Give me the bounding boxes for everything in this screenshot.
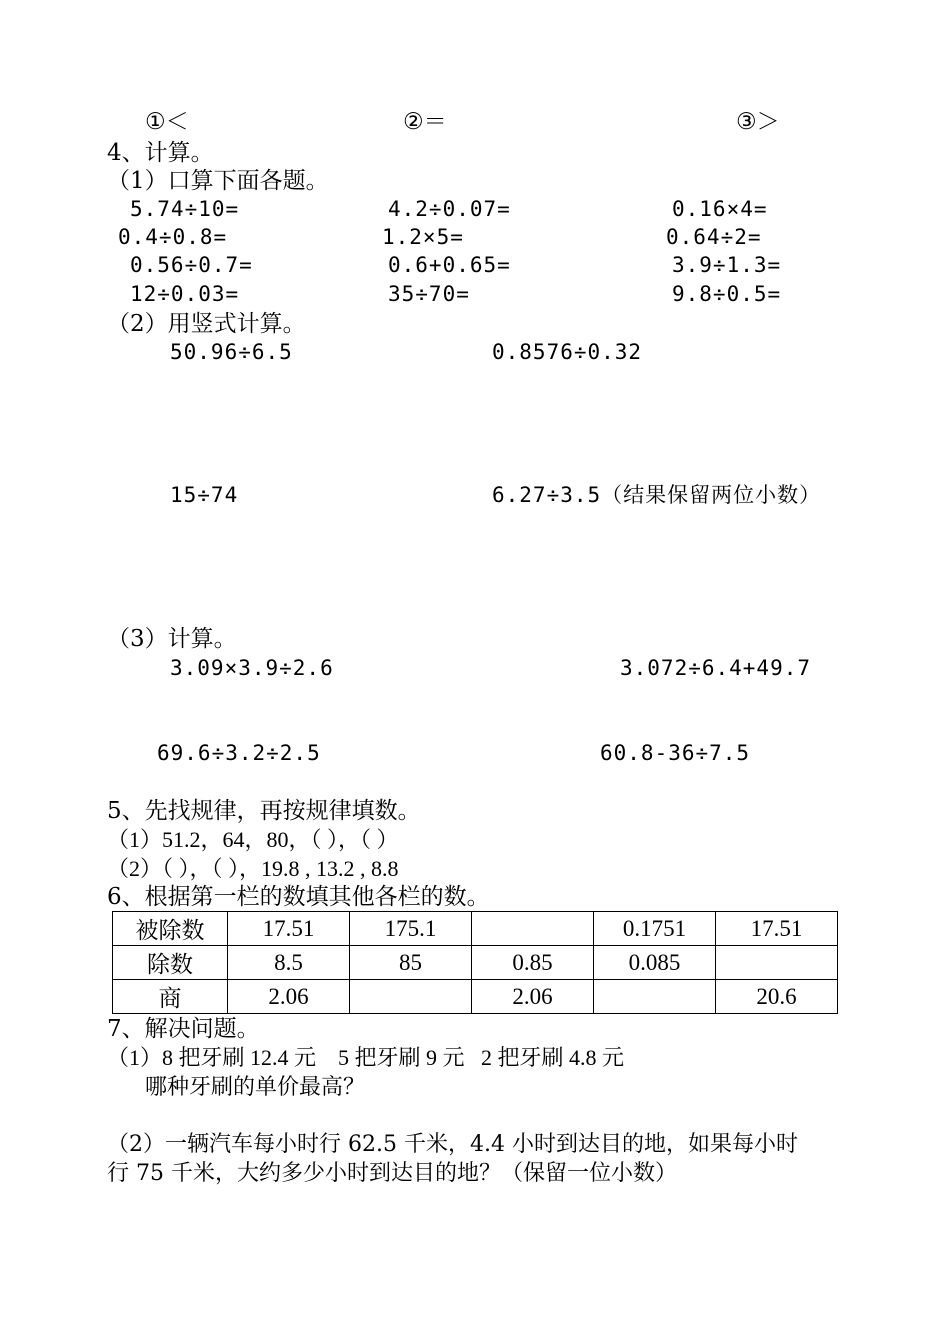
oral-item: 35÷70= — [388, 282, 470, 306]
table-row — [113, 980, 838, 1014]
sequence-line-1: （1）51.2，64，80，（ ），（ ） — [107, 827, 399, 852]
calc-item: 3.072÷6.4+49.7 — [620, 656, 812, 680]
oral-item: 12÷0.03= — [130, 282, 240, 306]
oral-item: 0.64÷2= — [666, 225, 762, 249]
table-cell — [594, 980, 716, 1014]
oral-item: 1.2×5= — [382, 225, 464, 249]
row-header: 除数 — [113, 946, 228, 980]
oral-item: 0.4÷0.8= — [118, 225, 228, 249]
q7-problem2-line2: 行 75 千米，大约多少小时到达目的地？（保留一位小数） — [107, 1161, 677, 1186]
oral-item: 0.16×4= — [672, 197, 768, 221]
oral-item: 3.9÷1.3= — [672, 253, 782, 277]
q4-part2-title: （2）用竖式计算。 — [107, 311, 306, 337]
option-less-than: ①＜ — [145, 109, 189, 135]
q4-part3-title: （3）计算。 — [107, 626, 237, 652]
q7-problem2-line1: （2）一辆汽车每小时行 62.5 千米，4.4 小时到达目的地，如果每小时 — [107, 1132, 798, 1157]
q7-problem1-line1: （1）8 把牙刷 12.4 元 5 把牙刷 9 元 2 把牙刷 4.8 元 — [107, 1045, 625, 1070]
table-cell: 175.1 — [350, 912, 472, 946]
table-cell: 17.51 — [716, 912, 838, 946]
row-header: 被除数 — [113, 912, 228, 946]
q4-heading: 4、计算。 — [107, 140, 214, 166]
table-cell: 0.1751 — [594, 912, 716, 946]
table-row — [113, 946, 838, 980]
q4-part1-title: （1）口算下面各题。 — [107, 168, 329, 194]
vertical-calc-item: 6.27÷3.5（结果保留两位小数） — [492, 483, 822, 507]
option-greater-than: ③＞ — [736, 109, 780, 135]
table-cell: 2.06 — [228, 980, 350, 1014]
oral-item: 0.56÷0.7= — [130, 253, 253, 277]
table-cell: 0.085 — [594, 946, 716, 980]
table-row — [113, 912, 838, 946]
option-equal: ②＝ — [403, 109, 447, 135]
vertical-calc-item: 50.96÷6.5 — [170, 340, 293, 364]
vertical-calc-item: 15÷74 — [170, 483, 239, 507]
division-table — [112, 911, 838, 1014]
table-cell: 20.6 — [716, 980, 838, 1014]
oral-item: 0.6+0.65= — [388, 253, 511, 277]
oral-item: 9.8÷0.5= — [672, 282, 782, 306]
vertical-calc-item: 0.8576÷0.32 — [492, 340, 643, 364]
sequence-line-2: （2）（ ），（ ），19.8 , 13.2 , 8.8 — [107, 856, 399, 881]
calc-item: 69.6÷3.2÷2.5 — [157, 741, 321, 765]
table-cell — [716, 946, 838, 980]
q5-heading: 5、先找规律，再按规律填数。 — [107, 798, 421, 824]
table-cell: 17.51 — [228, 912, 350, 946]
oral-item: 4.2÷0.07= — [388, 197, 511, 221]
row-header: 商 — [113, 980, 228, 1014]
table-cell: 0.85 — [472, 946, 594, 980]
table-cell — [472, 912, 594, 946]
q7-problem1-line2: 哪种牙刷的单价最高？ — [145, 1075, 366, 1100]
q6-heading: 6、根据第一栏的数填其他各栏的数。 — [107, 884, 490, 910]
table-cell: 8.5 — [228, 946, 350, 980]
calc-item: 60.8-36÷7.5 — [600, 741, 751, 765]
oral-item: 5.74÷10= — [130, 197, 240, 221]
q7-heading: 7、解决问题。 — [107, 1016, 260, 1042]
table-cell: 85 — [350, 946, 472, 980]
calc-item: 3.09×3.9÷2.6 — [170, 656, 334, 680]
table-cell: 2.06 — [472, 980, 594, 1014]
table-cell — [350, 980, 472, 1014]
